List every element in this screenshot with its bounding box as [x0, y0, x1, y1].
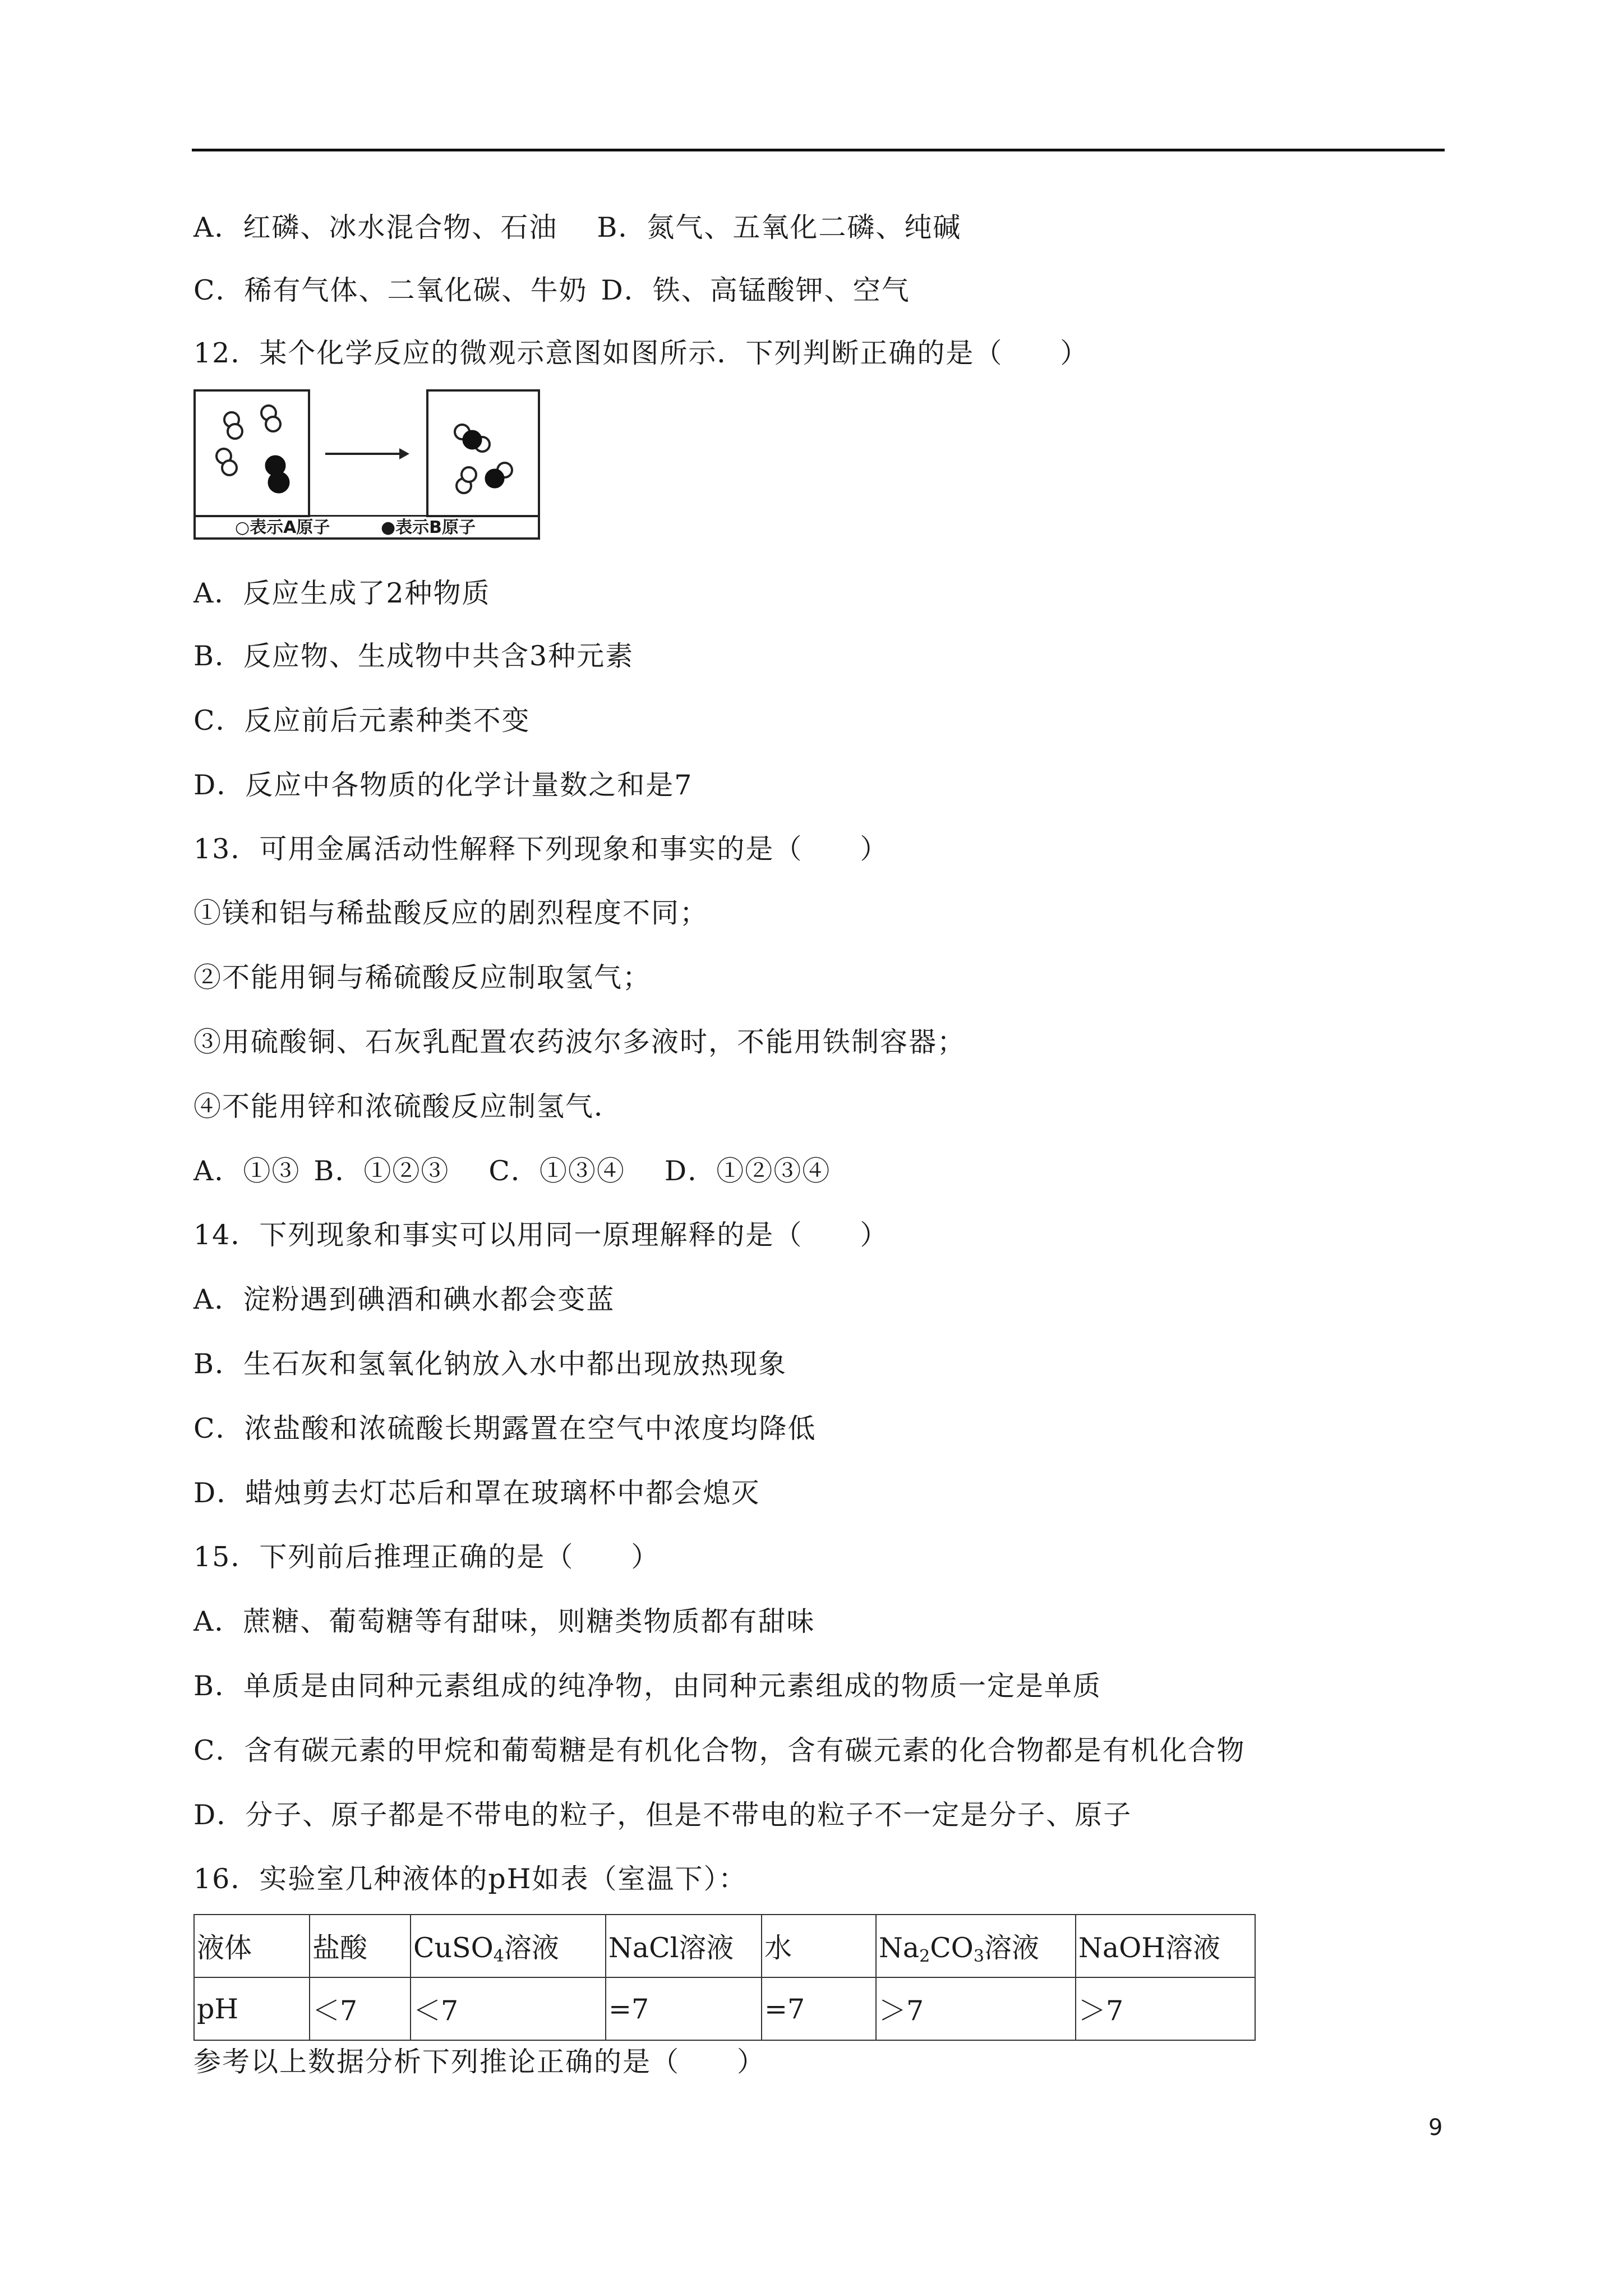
- col-naoh: NaOH溶液: [1076, 1915, 1255, 1977]
- table-header-label: 液体: [194, 1915, 310, 1977]
- q13-item-3: ③用硫酸铜、石灰乳配置农药波尔多液时，不能用铁制容器；: [193, 1026, 966, 1058]
- legend-a: ○表示A原子: [235, 518, 330, 537]
- ph-table: [193, 1914, 1256, 2041]
- ph-value: ＜7: [411, 1977, 606, 2040]
- arrow-icon: [325, 445, 409, 462]
- q16-stem: 16．实验室几种液体的pH如表（室温下）：: [193, 1863, 747, 1895]
- ph-value: ＞7: [1076, 1977, 1255, 2040]
- diagram-legend: [193, 515, 540, 540]
- q13-stem: 13．可用金属活动性解释下列现象和事实的是（ ）: [193, 833, 889, 865]
- ph-value: =7: [606, 1977, 762, 2040]
- q12-option-c[interactable]: C．反应前后元素种类不变: [193, 705, 531, 737]
- col-na2co3: $Na_2CO_3$溶液: [876, 1915, 1076, 1977]
- q11-option-a[interactable]: A．红磷、冰水混合物、石油: [193, 211, 558, 243]
- reactant-molecules: [196, 392, 308, 515]
- q15-option-a[interactable]: A．蔗糖、葡萄糖等有甜味，则糖类物质都有甜味: [193, 1605, 815, 1637]
- page-number: 9: [1428, 2115, 1443, 2141]
- q15-stem: 15．下列前后推理正确的是（ ）: [193, 1541, 660, 1573]
- products-box: [426, 389, 540, 517]
- q13-option-d[interactable]: D．①②③④: [664, 1155, 831, 1187]
- col-nacl: NaCl溶液: [606, 1915, 762, 1977]
- reaction-diagram: [193, 389, 541, 544]
- q13-item-1: ①镁和铝与稀盐酸反应的剧烈程度不同；: [193, 897, 709, 929]
- table-row: [194, 1977, 1255, 2040]
- q14-option-d[interactable]: D．蜡烛剪去灯芯后和罩在玻璃杯中都会熄灭: [193, 1477, 760, 1509]
- ph-value: ＞7: [876, 1977, 1076, 2040]
- q12-option-a[interactable]: A．反应生成了2种物质: [193, 577, 491, 609]
- q12-stem: 12．某个化学反应的微观示意图如图所示．下列判断正确的是（ ）: [193, 337, 1089, 369]
- q14-option-a[interactable]: A．淀粉遇到碘酒和碘水都会变蓝: [193, 1283, 615, 1315]
- col-water: 水: [762, 1915, 876, 1977]
- q15-option-c[interactable]: C．含有碳元素的甲烷和葡萄糖是有机化合物，含有碳元素的化合物都是有机化合物: [193, 1734, 1246, 1766]
- row-label-ph: pH: [194, 1977, 310, 2040]
- table-row: [194, 1915, 1255, 1977]
- reactants-box: [193, 389, 310, 517]
- q13-option-a[interactable]: A．①③: [193, 1155, 301, 1187]
- q13-option-c[interactable]: C．①③④: [488, 1155, 625, 1187]
- q11-options-ab: [193, 211, 961, 245]
- product-molecules: [428, 392, 538, 515]
- header-rule: [192, 149, 1445, 151]
- q14-stem: 14．下列现象和事实可以用同一原理解释的是（ ）: [193, 1219, 889, 1251]
- q13-item-2: ②不能用铜与稀硫酸反应制取氢气；: [193, 961, 652, 993]
- q16-question: 参考以上数据分析下列推论正确的是（ ）: [193, 2046, 766, 2078]
- q11-options-cd: [193, 274, 910, 307]
- q15-option-b[interactable]: B．单质是由同种元素组成的纯净物，由同种元素组成的物质一定是单质: [193, 1670, 1102, 1702]
- q15-option-d[interactable]: D．分子、原子都是不带电的粒子，但是不带电的粒子不一定是分子、原子: [193, 1799, 1132, 1831]
- ph-value: ＜7: [310, 1977, 411, 2040]
- q12-option-d[interactable]: D．反应中各物质的化学计量数之和是7: [193, 769, 693, 801]
- q12-option-b[interactable]: B．反应物、生成物中共含3种元素: [193, 640, 634, 672]
- q14-option-c[interactable]: C．浓盐酸和浓硫酸长期露置在空气中浓度均降低: [193, 1412, 817, 1444]
- q11-option-c[interactable]: C．稀有气体、二氧化碳、牛奶: [193, 274, 588, 306]
- q14-option-b[interactable]: B．生石灰和氢氧化钠放入水中都出现放热现象: [193, 1348, 787, 1380]
- col-hcl: 盐酸: [310, 1915, 411, 1977]
- col-cuso4: CuSO$_4$溶液: [411, 1915, 606, 1977]
- q11-option-d[interactable]: D．铁、高锰酸钾、空气: [601, 274, 910, 306]
- q13-option-b[interactable]: B．①②③: [313, 1155, 450, 1187]
- q13-item-4: ④不能用锌和浓硫酸反应制氢气．: [193, 1091, 623, 1122]
- q11-option-b[interactable]: B．氮气、五氧化二磷、纯碱: [597, 211, 962, 243]
- legend-b: ●表示B原子: [381, 518, 476, 537]
- ph-value: =7: [762, 1977, 876, 2040]
- q13-options: [193, 1154, 831, 1188]
